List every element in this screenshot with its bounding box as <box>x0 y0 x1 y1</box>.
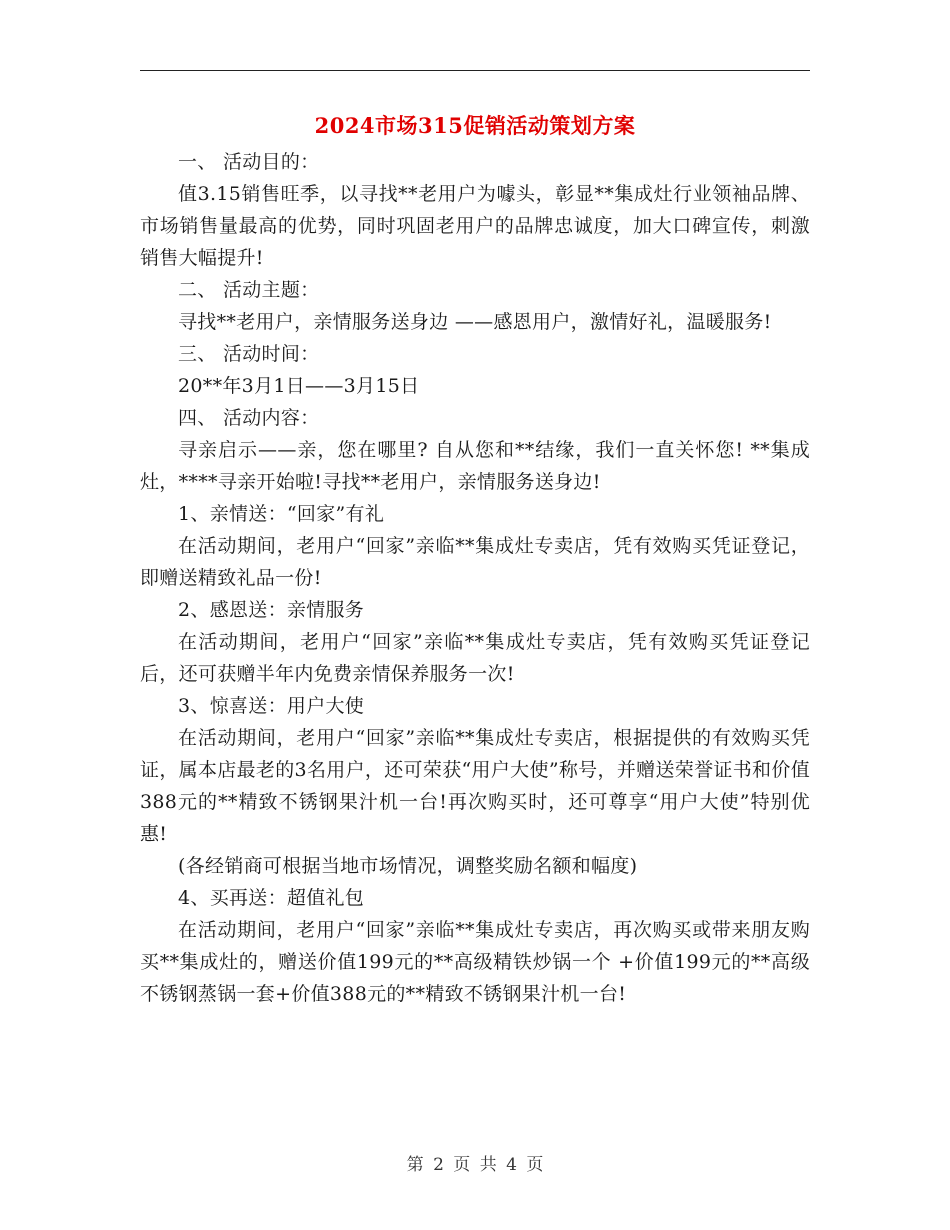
item-heading-4: 4、买再送：超值礼包 <box>178 887 365 909</box>
item-heading-2: 2、感恩送：亲情服务 <box>178 599 365 621</box>
paragraph-note: (各经销商可根据当地市场情况，调整奖励名额和幅度) <box>178 855 638 877</box>
section-heading-theme: 二、 活动主题： <box>178 279 320 301</box>
paragraph-time: 20**年3月1日——3月15日 <box>178 375 420 397</box>
item-heading-1: 1、亲情送：“回家”有礼 <box>178 503 385 525</box>
paragraph-item-2: 在活动期间，老用户“回家”亲临**集成灶专卖店，凭有效购买凭证登记后，还可获赠半年内免费亲情保养服务一次! <box>140 631 810 685</box>
document-body <box>140 146 810 1010</box>
paragraph-notice: 寻亲启示——亲，您在哪里? 自从您和**结缘，我们一直关怀您! **集成灶，****寻亲开始啦!寻找**老用户，亲情服务送身边! <box>140 439 810 493</box>
paragraph-item-1: 在活动期间，老用户“回家”亲临**集成灶专卖店，凭有效购买凭证登记，即赠送精致礼品一份! <box>140 535 810 589</box>
paragraph-item-4: 在活动期间，老用户“回家”亲临**集成灶专卖店，再次购买或带来朋友购买**集成灶的，赠送价值199元的**高级精铁炒锅一个 +价值199元的**高级不锈钢蒸锅一套+价值388元的**精致不锈钢果汁机一台! <box>140 919 810 1005</box>
paragraph-purpose: 值3.15销售旺季，以寻找**老用户为噱头，彰显**集成灶行业领袖品牌、市场销售量最高的优势，同时巩固老用户的品牌忠诚度，加大口碑宣传，刺激销售大幅提升! <box>140 183 810 269</box>
page-number: 第 2 页 共 4 页 <box>406 1155 544 1175</box>
paragraph-item-3: 在活动期间，老用户“回家”亲临**集成灶专卖店，根据提供的有效购买凭证，属本店最老的3名用户，还可荣获“用户大使”称号，并赠送荣誉证书和价值388元的**精致不锈钢果汁机一台!再次购买时，还可尊享“用户大使”特别优惠! <box>140 727 810 845</box>
section-heading-time: 三、 活动时间： <box>178 343 320 365</box>
section-heading-purpose: 一、 活动目的： <box>178 151 320 173</box>
document-title: 2024市场315促销活动策划方案 <box>314 113 636 138</box>
section-heading-content: 四、 活动内容： <box>178 407 320 429</box>
header-rule <box>140 70 810 71</box>
item-heading-3: 3、惊喜送：用户大使 <box>178 695 365 717</box>
paragraph-theme: 寻找**老用户，亲情服务送身边 ——感恩用户，激情好礼，温暖服务! <box>178 311 772 333</box>
